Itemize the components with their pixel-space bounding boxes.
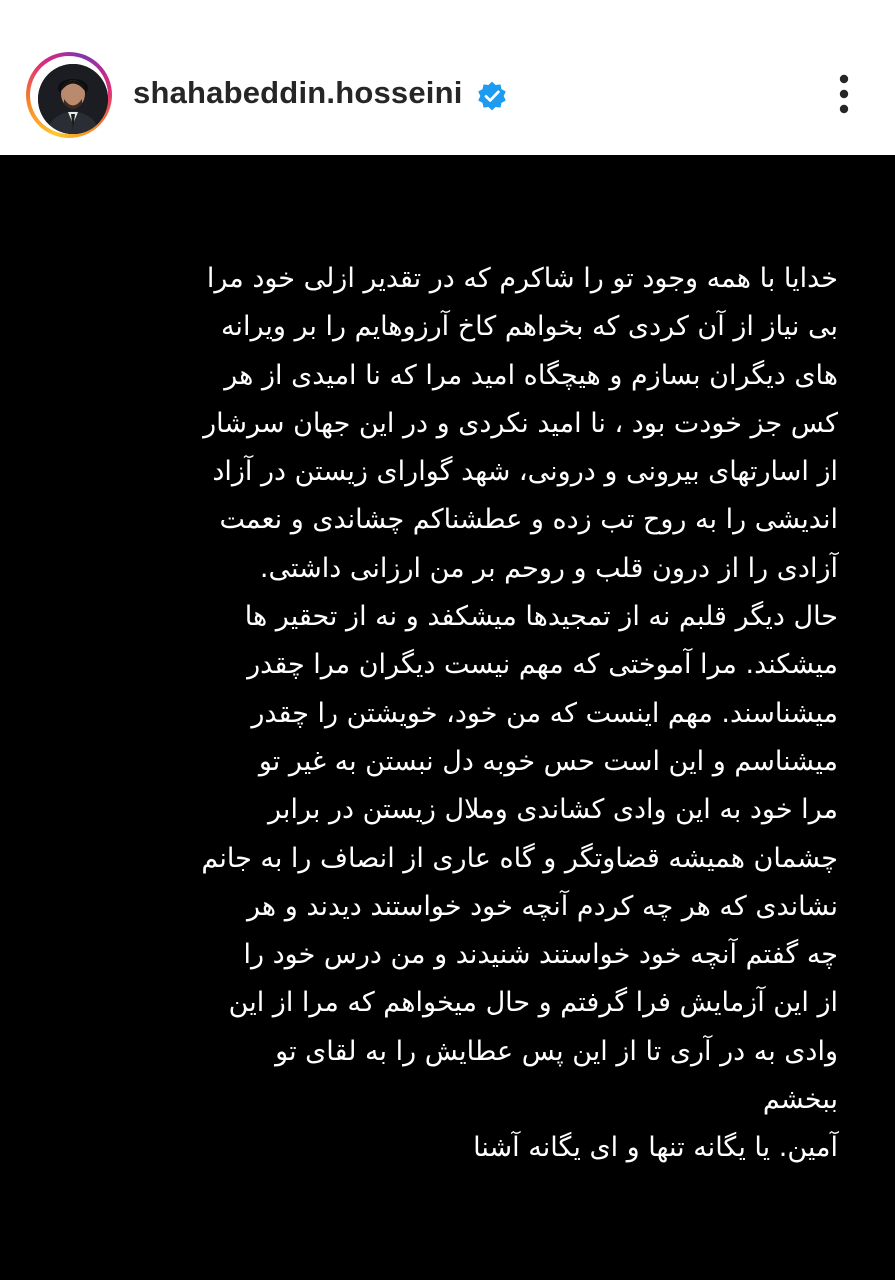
username[interactable]: shahabeddin.hosseini — [133, 75, 463, 110]
avatar[interactable] — [38, 64, 108, 134]
post-image — [0, 155, 895, 1280]
post-text: خدایا با همه وجود تو را شاکرم که در تقدیر ازلی خود مرا بی نیاز از آن کردی که بخواهم کاخ آرزوهایم را بر ویرانه های دیگران بسازم و هیچگاه امید مرا که نا امیدی از هر کس جز خودت بود ، نا امید نکردی و در این جهان سرشار از اسارتهای بیرونی و درونی، شهد گوارای زیستن در آزاد اندیشی را به روح تب زده و عطشناکم چشاندی و نعمت آزادی را از درون قلب و روحم بر من ارزانی داشتی. حال دیگر قلبم نه از تمجیدها میشکفد و نه از تحقیر ها میشکند. مرا آموختی که مهم نیست دیگران مرا چقدر میشناسند. مهم اینست که من خود، خویشتن را چقدر میشناسم و این است حس خوبه دل نبستن به غیر تو مرا خود به این وادی کشاندی وملال زیستن در برابر چشمان همیشه قضاوتگر و گاه عاری از انصاف را به جانم نشاندی که هر چه کردم آنچه خود خواستند دیدند و هر چه گفتم آنچه خود خواستند شنیدند و من درس خود را از این آزمایش فرا گرفتم و حال میخواهم که مرا از این وادی به در آری تا از این پس عطایش را به لقای تو ببخشم آمین. یا یگانه تنها و ای یگانه آشنا — [201, 263, 838, 1164]
story-ring[interactable] — [26, 52, 112, 138]
verified-badge-icon — [476, 80, 508, 112]
post-header — [0, 0, 895, 155]
more-vertical-icon[interactable] — [826, 72, 862, 116]
profile-photo — [38, 64, 108, 134]
